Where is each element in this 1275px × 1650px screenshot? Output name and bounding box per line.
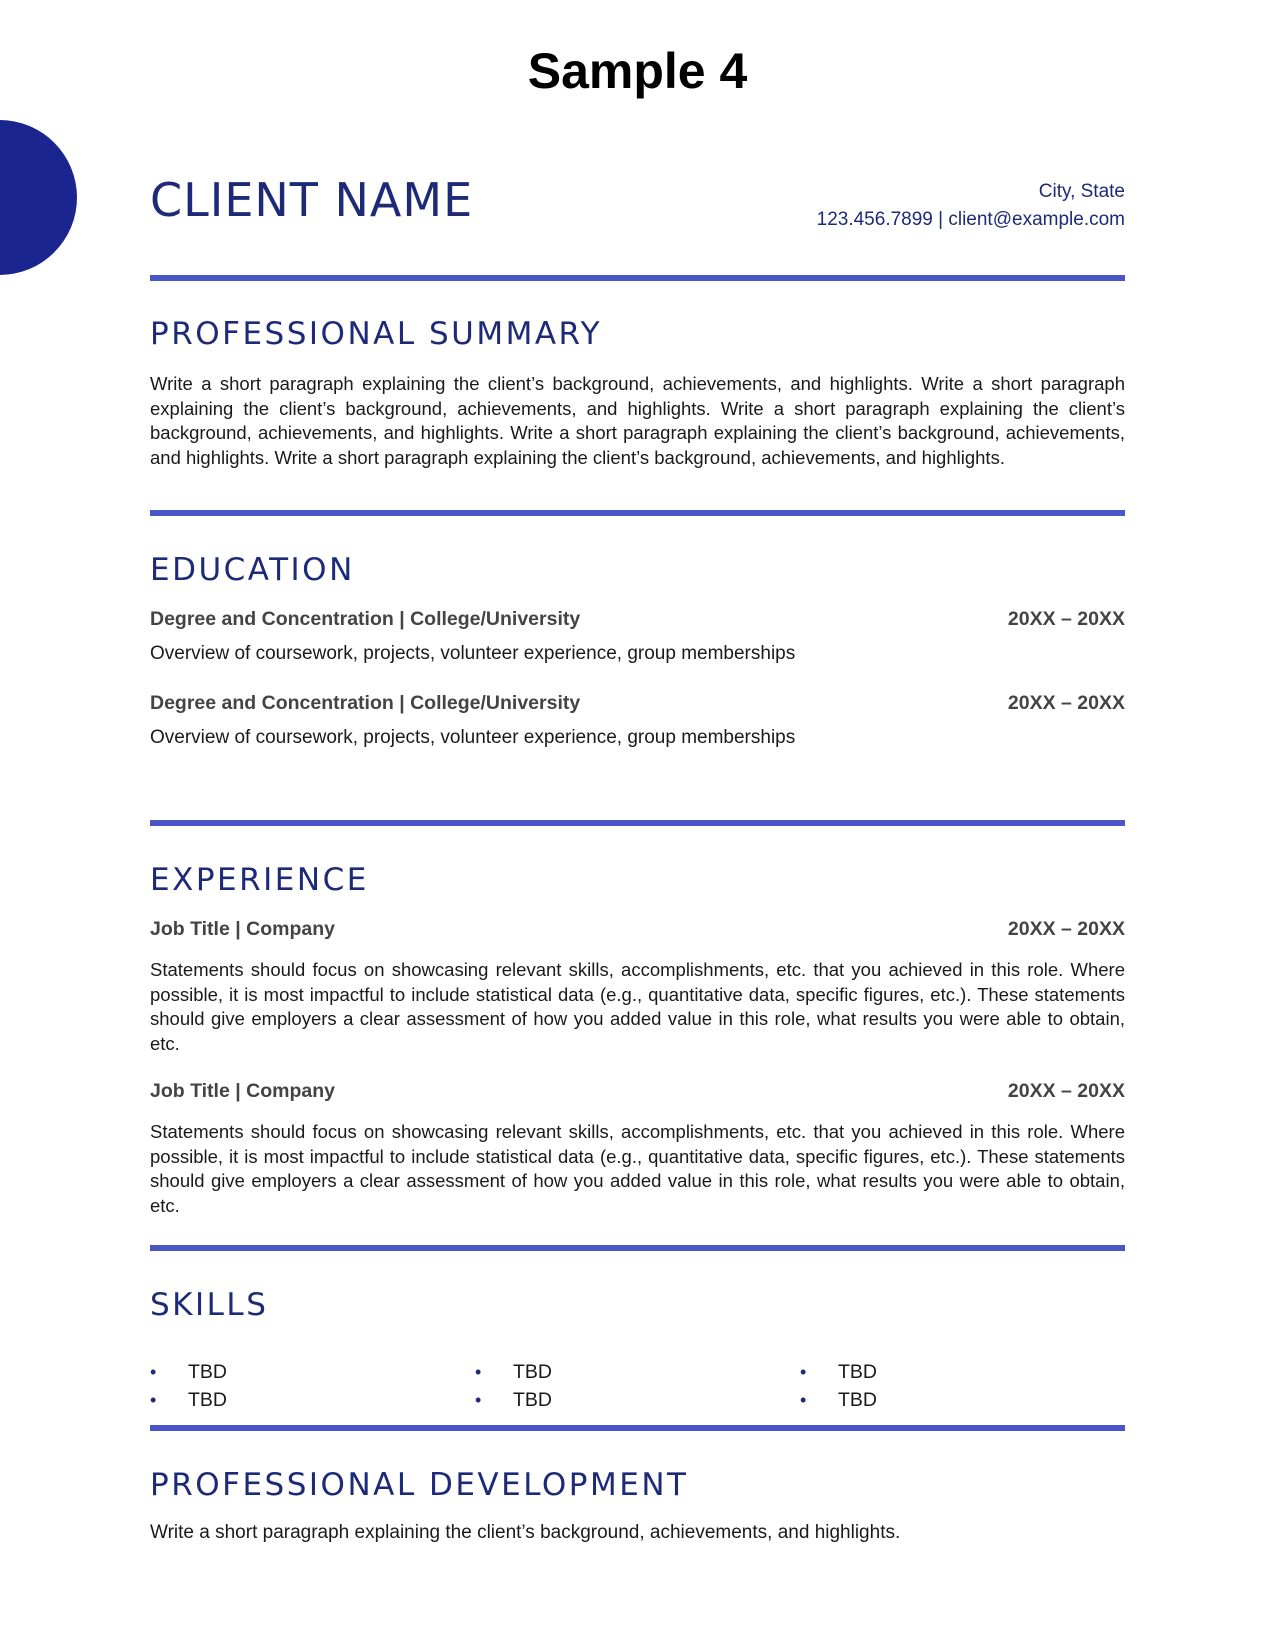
skill-item (150, 1386, 475, 1414)
summary-heading: PROFESSIONAL SUMMARY (150, 316, 603, 352)
skill-label: TBD (838, 1360, 877, 1383)
skill-item (150, 1358, 475, 1386)
education-dates: 20XX – 20XX (1007, 608, 1125, 630)
education-title: Degree and Concentration | College/University (150, 608, 581, 630)
skill-label: TBD (513, 1360, 552, 1383)
section-divider (150, 1245, 1125, 1251)
experience-row (150, 918, 1125, 941)
page-title: Sample 4 (527, 43, 748, 99)
education-dates: 20XX – 20XX (1007, 692, 1125, 714)
client-name: CLIENT NAME (150, 173, 474, 227)
experience-detail: Statements should focus on showcasing relevant skills, accomplishments, etc. that you achieved in this role. Where possible, it is most impactful to include statistical data (e.g., quantitative data, specific figures, etc.). These statements should give employers a clear assessment of how you added value in this role, what results you were able to obtain, etc. (150, 1121, 1125, 1216)
skill-item (475, 1386, 800, 1414)
section-divider (150, 1425, 1125, 1431)
experience-row (150, 1080, 1125, 1103)
skills-list (150, 1358, 1125, 1414)
bullet-icon: • (475, 1389, 482, 1410)
experience-title: Job Title | Company (150, 1080, 335, 1102)
skill-item (475, 1358, 800, 1386)
skill-label: TBD (513, 1388, 552, 1411)
contact-line: 123.456.7899 | client@example.com (816, 209, 1125, 230)
education-title: Degree and Concentration | College/University (150, 692, 581, 714)
decorative-half-circle (0, 120, 77, 275)
skills-column (475, 1358, 800, 1414)
bullet-icon: • (800, 1361, 807, 1382)
bullet-icon: • (150, 1389, 157, 1410)
section-divider (150, 820, 1125, 826)
skill-label: TBD (188, 1360, 227, 1383)
contact-block (817, 178, 1125, 234)
education-detail: Overview of coursework, projects, volunteer experience, group memberships (150, 643, 796, 664)
experience-dates: 20XX – 20XX (1007, 1080, 1125, 1102)
skills-column (150, 1358, 475, 1414)
location: City, State (1038, 181, 1125, 202)
bullet-icon: • (800, 1389, 807, 1410)
section-divider (150, 510, 1125, 516)
skill-label: TBD (838, 1388, 877, 1411)
skill-item (800, 1386, 1125, 1414)
development-text: Write a short paragraph explaining the client’s background, achievements, and highlights. (150, 1522, 901, 1543)
education-row (150, 692, 1125, 715)
skill-label: TBD (188, 1388, 227, 1411)
bullet-icon: • (150, 1361, 157, 1382)
skill-item (800, 1358, 1125, 1386)
bullet-icon: • (475, 1361, 482, 1382)
skills-column (800, 1358, 1125, 1414)
section-divider (150, 275, 1125, 281)
experience-dates: 20XX – 20XX (1007, 918, 1125, 940)
experience-heading: EXPERIENCE (150, 862, 369, 898)
education-detail: Overview of coursework, projects, volunteer experience, group memberships (150, 727, 796, 748)
education-heading: EDUCATION (150, 552, 355, 588)
development-heading: PROFESSIONAL DEVELOPMENT (150, 1467, 689, 1503)
summary-text: Write a short paragraph explaining the client’s background, achievements, and highlights. Write a short paragraph explaining the client’s background, achievements, and highlights. Write a short paragraph explaining the client’s background, achievements, and highlights. Write a short paragraph explaining the client’s background, achievements, and highlights. Write a short paragraph explaining the client’s background, achievements, and highlights. (150, 373, 1125, 468)
experience-detail: Statements should focus on showcasing relevant skills, accomplishments, etc. that you achieved in this role. Where possible, it is most impactful to include statistical data (e.g., quantitative data, specific figures, etc.). These statements should give employers a clear assessment of how you added value in this role, what results you were able to obtain, etc. (150, 959, 1125, 1054)
education-row (150, 608, 1125, 631)
skills-heading: SKILLS (150, 1287, 269, 1323)
experience-title: Job Title | Company (150, 918, 335, 940)
